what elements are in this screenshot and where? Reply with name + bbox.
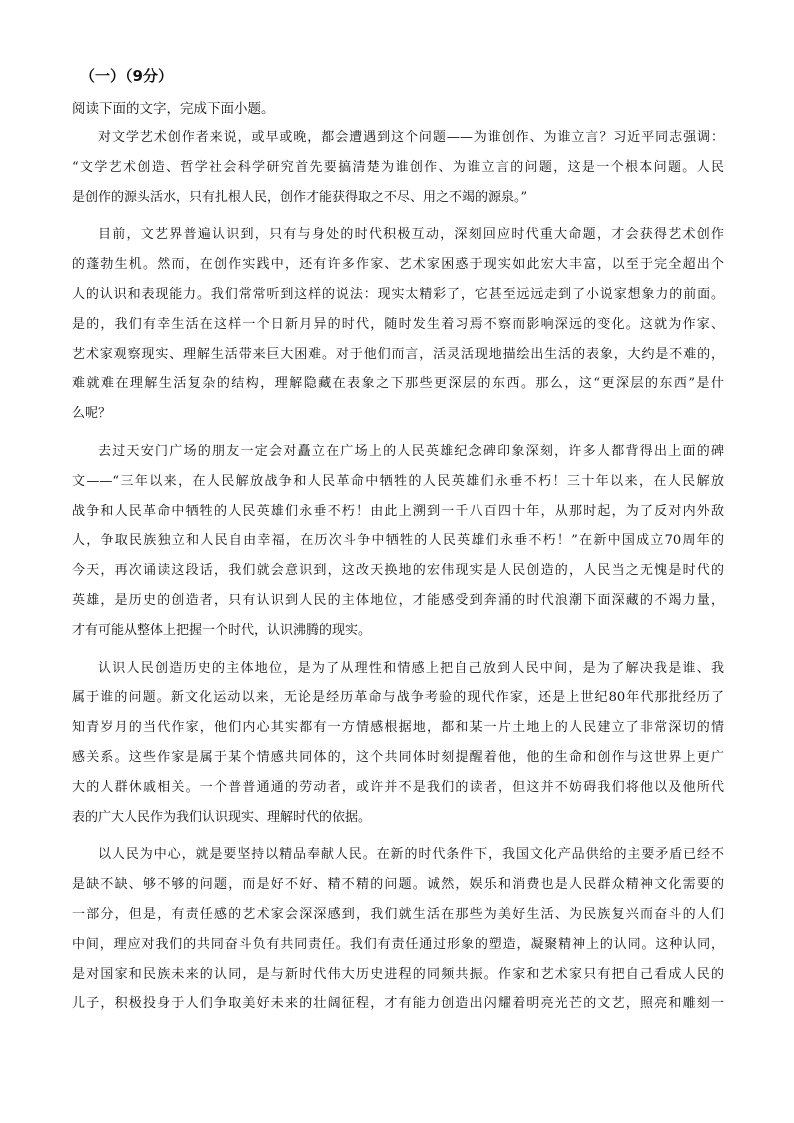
text-line: 艺术家观察现实、理解生活带来巨大困难。对于他们而言，活灵活现地描绘出生活的表象，大约是不难的， (72, 346, 724, 362)
text-line: 战争和人民革命中牺牲的人民英雄们永垂不朽！由此上溯到一千八百四十年，从那时起，为了反对内外敌 (72, 503, 724, 519)
text-line: 感关系。这些作家是属于某个情感共同体的，这个共同体时刻提醒着他，他的生命和创作与这世界上更广 (72, 749, 724, 765)
text-line: 人，争取民族独立和人民自由幸福，在历次斗争中牺牲的人民英雄们永垂不朽！”在新中国成立70周年的 (72, 533, 724, 549)
text-line: 么呢？ (72, 406, 112, 422)
text-line: 知青岁月的当代作家，他们内心其实都有一方情感根据地，都和某一片土地上的人民建立了非常深切的情 (72, 720, 724, 736)
text-line: 是的，我们有幸生活在这样一个日新月异的时代，随时发生着习焉不察而影响深远的变化。这就为作家、 (72, 316, 724, 332)
paragraph-2 (72, 220, 724, 429)
reading-instruction: 阅读下面的文字，完成下面小题。 (72, 101, 275, 117)
text-line: 目前，文艺界普遍认识到，只有与身处的时代积极互动，深刻回应时代重大命题，才会获得艺术创作 (98, 227, 724, 243)
text-line: 去过天安门广场的朋友一定会对矗立在广场上的人民英雄纪念碑印象深刻，许多人都背得出上面的碑 (98, 443, 724, 459)
passage-body (72, 123, 724, 1027)
paragraph-3 (72, 437, 724, 646)
text-line: 表的广大人民作为我们认识现实、理解时代的依据。 (72, 809, 372, 825)
text-line: 是缺不缺、够不够的问题，而是好不好、精不精的问题。诚然，娱乐和消费也是人民群众精神文化需要的 (72, 877, 724, 893)
text-line: 英雄，是历史的创造者，只有认识到人民的主体地位，才能感受到奔涌的时代浪潮下面深藏的不竭力量， (72, 592, 724, 608)
text-line: 属于谁的问题。新文化运动以来，无论是经历革命与战争考验的现代作家，还是上世纪80年代那批经历了 (72, 690, 724, 706)
text-line: 难就难在理解生活复杂的结构，理解隐藏在表象之下那些更深层的东西。那么，这“更深层的东西”是什 (72, 376, 724, 392)
text-line: 认识人民创造历史的主体地位，是为了从理性和情感上把自己放到人民中间，是为了解决我是谁、我 (98, 660, 724, 676)
text-line: 对文学艺术创作者来说，或早或晚，都会遭遇到这个问题——为谁创作、为谁立言？习近平同志强调： (98, 130, 724, 145)
text-line: 是对国家和民族未来的认同，是与新时代伟大历史进程的同频共振。作家和艺术家只有把自己看成人民的 (72, 966, 724, 982)
text-line: 才有可能从整体上把握一个时代，认识沸腾的现实。 (72, 622, 372, 638)
text-line: 大的人群休戚相关。一个普普通通的劳动者，或许并不是我们的读者，但这并不妨碍我们将他以及他所代 (72, 779, 724, 795)
text-line: 一部分，但是，有责任感的艺术家会深深感到，我们就生活在那些为美好生活、为民族复兴而奋斗的人们 (72, 906, 724, 922)
text-line: 的蓬勃生机。然而，在创作实践中，还有许多作家、艺术家困惑于现实如此宏大丰富，以至于完全超出个 (72, 257, 724, 273)
text-line: “文学艺术创造、哲学社会科学研究首先要搞清楚为谁创作、为谁立言的问题，这是一个根本问题。人民 (72, 159, 724, 175)
text-line: 儿子，积极投身于人们争取美好未来的壮阔征程，才有能力创造出闪耀着明亮光芒的文艺，照亮和雕刻一 (72, 996, 724, 1012)
paragraph-4 (72, 654, 724, 833)
paragraph-5 (72, 840, 724, 1019)
paragraph-1 (72, 123, 724, 212)
text-line: 中间，理应对我们的共同奋斗负有共同责任。我们有责任通过形象的塑造，凝聚精神上的认同。这种认同， (72, 936, 724, 952)
text-line: 文——“三年以来，在人民解放战争和人民革命中牺牲的人民英雄们永垂不朽！三十年以来，在人民解放 (72, 473, 724, 489)
text-line: 是创作的源头活水，只有扎根人民，创作才能获得取之不尽、用之不竭的源泉。” (72, 189, 528, 205)
text-line: 以人民为中心，就是要坚持以精品奉献人民。在新的时代条件下，我国文化产品供给的主要矛盾已经不 (98, 847, 724, 863)
text-line: 今天，再次诵读这段话，我们就会意识到，这改天换地的宏伟现实是人民创造的，人民当之无愧是时代的 (72, 563, 724, 579)
text-line: 人的认识和表现能力。我们常常听到这样的说法：现实太精彩了，它甚至远远走到了小说家想象力的前面。 (72, 286, 724, 302)
section-heading: （一）（9分） (80, 67, 173, 85)
